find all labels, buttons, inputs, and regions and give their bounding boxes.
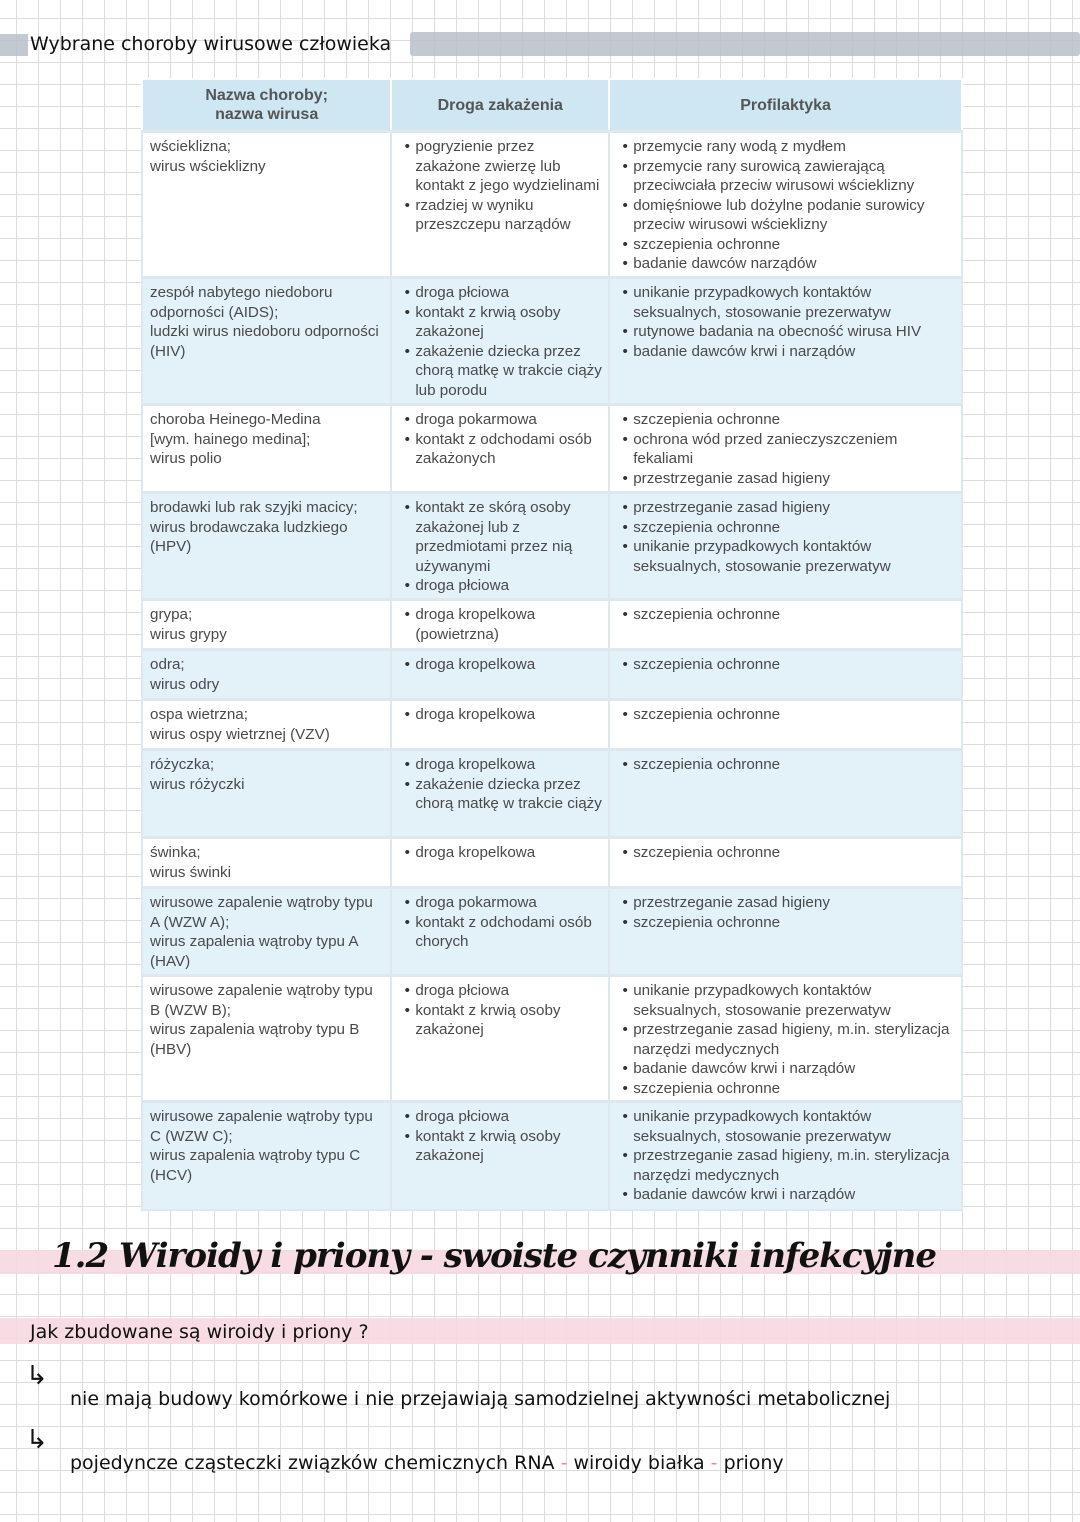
prevention-cell	[609, 700, 962, 750]
route-cell	[391, 976, 609, 1102]
bullet-item: • badanie dawców krwi i narządów	[617, 342, 955, 362]
disease-name-line: wirus brodawczaka ludzkiego (HPV)	[150, 518, 348, 555]
bullet-item: • droga kropelkowa	[399, 755, 602, 775]
disease-name-line: wirusowe zapalenie wątroby typu A (WZW A);	[150, 894, 373, 931]
prevention-cell	[609, 493, 962, 600]
table-row	[142, 650, 962, 700]
table-row	[142, 132, 962, 278]
bullet-item: • unikanie przypadkowych kontaktów seksualnych, stosowanie prezerwatyw	[617, 1107, 955, 1146]
disease-cell	[142, 750, 391, 838]
route-cell	[391, 405, 609, 493]
disease-name-line: wirus grypy	[150, 625, 227, 643]
disease-cell	[142, 493, 391, 600]
bullet-item: • droga kropelkowa	[399, 705, 602, 725]
disease-cell	[142, 888, 391, 976]
bullet-item: • kontakt ze skórą osoby zakażonej lub z przedmiotami przez nią używanymi	[399, 498, 602, 576]
route-cell	[391, 700, 609, 750]
bullet-item: • droga płciowa	[399, 283, 602, 303]
route-cell	[391, 750, 609, 838]
dash: -	[710, 1452, 718, 1474]
route-cell	[391, 838, 609, 888]
table-row	[142, 750, 962, 838]
bullet-item: • droga kropelkowa	[399, 843, 602, 863]
prevention-cell	[609, 650, 962, 700]
bullet-item: • droga pokarmowa	[399, 893, 602, 913]
answer-1: nie mają budowy komórkowe i nie przejawiają samodzielnej aktywności metabolicznej	[70, 1388, 891, 1410]
bullet-item: • szczepienia ochronne	[617, 410, 955, 430]
bullet-item: • przemycie rany wodą z mydłem	[617, 137, 955, 157]
disease-name-line: ludzki wirus niedoboru odporności (HIV)	[150, 323, 379, 360]
arrow-icon: ↳	[26, 1424, 48, 1454]
route-cell	[391, 493, 609, 600]
disease-cell	[142, 976, 391, 1102]
dash: -	[560, 1452, 568, 1474]
bullet-item: • rzadziej w wyniku przeszczepu narządów	[399, 196, 602, 235]
disease-cell	[142, 650, 391, 700]
prevention-cell	[609, 600, 962, 650]
bullet-item: • unikanie przypadkowych kontaktów seksualnych, stosowanie prezerwatyw	[617, 283, 955, 322]
arrow-icon: ↳	[26, 1360, 48, 1390]
prevention-cell	[609, 838, 962, 888]
section-heading: 1.2 Wiroidy i priony - swoiste czynniki infekcyjne	[52, 1236, 936, 1276]
bullet-item: • przemycie rany surowicą zawierającą przeciwciała przeciw wirusowi wścieklizny	[617, 157, 955, 196]
bullet-item: • droga kropelkowa (powietrzna)	[399, 605, 602, 644]
bullet-item: • szczepienia ochronne	[617, 605, 955, 625]
answer-2-part: pojedyncze cząsteczki związków chemicznych RNA	[70, 1452, 561, 1474]
highlight	[410, 32, 1080, 56]
answer-2	[70, 1452, 784, 1474]
bullet-item: • badanie dawców krwi i narządów	[617, 1059, 955, 1079]
disease-name-line: wirus odry	[150, 675, 220, 693]
bullet-item: • kontakt z krwią osoby zakażonej	[399, 1001, 602, 1040]
disease-name-line: wirus zapalenia wątroby typu C (HCV)	[150, 1147, 361, 1184]
disease-name-line: wścieklizna;	[150, 138, 232, 155]
table-row	[142, 278, 962, 405]
virus-diseases-table	[141, 78, 963, 1211]
bullet-item: • kontakt z odchodami osób chorych	[399, 913, 602, 952]
disease-cell	[142, 1102, 391, 1210]
bullet-item: • droga kropelkowa	[399, 655, 602, 675]
bullet-item: • kontakt z odchodami osób zakażonych	[399, 430, 602, 469]
prevention-cell	[609, 750, 962, 838]
header-prevention: Profilaktyka	[609, 79, 962, 132]
table-row	[142, 1102, 962, 1210]
table-row	[142, 700, 962, 750]
bullet-item: • unikanie przypadkowych kontaktów seksualnych, stosowanie prezerwatyw	[617, 981, 955, 1020]
bullet-item: • szczepienia ochronne	[617, 518, 955, 538]
disease-name-line: wirus zapalenia wątroby typu A (HAV)	[150, 933, 358, 970]
disease-name-line: wirusowe zapalenie wątroby typu C (WZW C);	[150, 1108, 373, 1145]
table-row	[142, 493, 962, 600]
bullet-item: • kontakt z krwią osoby zakażonej	[399, 1127, 602, 1166]
disease-name-line: wirus ospy wietrznej (VZV)	[150, 725, 330, 743]
bullet-item: • ochrona wód przed zanieczyszczeniem fekaliami	[617, 430, 955, 469]
disease-cell	[142, 600, 391, 650]
question: Jak zbudowane są wiroidy i priony ?	[30, 1321, 369, 1343]
bullet-item: • szczepienia ochronne	[617, 705, 955, 725]
bullet-item: • pogryzienie przez zakażone zwierzę lub kontakt z jego wydzielinami	[399, 137, 602, 196]
route-cell	[391, 278, 609, 405]
disease-cell	[142, 278, 391, 405]
table-row	[142, 976, 962, 1102]
bullet-item: • przestrzeganie zasad higieny	[617, 498, 955, 518]
disease-name-line: wirusowe zapalenie wątroby typu B (WZW B);	[150, 982, 373, 1019]
disease-cell	[142, 405, 391, 493]
bullet-item: • szczepienia ochronne	[617, 843, 955, 863]
bullet-item: • przestrzeganie zasad higieny	[617, 893, 955, 913]
bullet-item: • rutynowe badania na obecność wirusa HIV	[617, 322, 955, 342]
disease-name-line: zespół nabytego niedoboru odporności (AIDS);	[150, 284, 333, 321]
bullet-item: • zakażenie dziecka przez chorą matkę w trakcie ciąży lub porodu	[399, 342, 602, 401]
header-disease: Nazwa choroby; nazwa wirusa	[142, 79, 391, 132]
header-route: Droga zakażenia	[391, 79, 609, 132]
bullet-item: • szczepienia ochronne	[617, 755, 955, 775]
prevention-cell	[609, 1102, 962, 1210]
disease-name-line: wirus świnki	[150, 863, 232, 881]
bullet-item: • droga płciowa	[399, 981, 602, 1001]
disease-name-line: grypa;	[150, 606, 193, 623]
bullet-item: • kontakt z krwią osoby zakażonej	[399, 303, 602, 342]
prevention-cell	[609, 132, 962, 278]
prevention-cell	[609, 888, 962, 976]
bullet-item: • droga płciowa	[399, 576, 602, 596]
bullet-item: • zakażenie dziecka przez chorą matkę w trakcie ciąży	[399, 775, 602, 814]
disease-cell	[142, 132, 391, 278]
table-row	[142, 405, 962, 493]
answer-2-part: wiroidy białka	[567, 1452, 711, 1474]
prevention-cell	[609, 976, 962, 1102]
table-header-row	[142, 79, 962, 132]
disease-name-line: wirus zapalenia wątroby typu B (HBV)	[150, 1021, 360, 1058]
route-cell	[391, 888, 609, 976]
page-title: Wybrane choroby wirusowe człowieka	[30, 33, 392, 55]
bullet-item: • szczepienia ochronne	[617, 655, 955, 675]
highlight	[0, 34, 28, 56]
disease-cell	[142, 700, 391, 750]
disease-name-line: wirus różyczki	[150, 775, 245, 793]
route-cell	[391, 132, 609, 278]
bullet-item: • szczepienia ochronne	[617, 235, 955, 255]
answer-2-part: priony	[717, 1452, 784, 1474]
route-cell	[391, 650, 609, 700]
route-cell	[391, 1102, 609, 1210]
disease-name-line: ospa wietrzna;	[150, 706, 248, 723]
route-cell	[391, 600, 609, 650]
bullet-item: • przestrzeganie zasad higieny, m.in. sterylizacja narzędzi medycznych	[617, 1020, 955, 1059]
bullet-item: • droga płciowa	[399, 1107, 602, 1127]
disease-name-line: świnka;	[150, 844, 201, 861]
disease-name-line: [wym. hainego medina];	[150, 430, 311, 448]
bullet-item: • domięśniowe lub dożylne podanie surowicy przeciw wirusowi wścieklizny	[617, 196, 955, 235]
table-row	[142, 888, 962, 976]
bullet-item: • unikanie przypadkowych kontaktów seksualnych, stosowanie prezerwatyw	[617, 537, 955, 576]
table-row	[142, 600, 962, 650]
bullet-item: • szczepienia ochronne	[617, 1079, 955, 1099]
bullet-item: • droga pokarmowa	[399, 410, 602, 430]
disease-name-line: brodawki lub rak szyjki macicy;	[150, 499, 358, 516]
disease-name-line: odra;	[150, 656, 185, 673]
disease-cell	[142, 838, 391, 888]
bullet-item: • przestrzeganie zasad higieny, m.in. sterylizacja narzędzi medycznych	[617, 1146, 955, 1185]
bullet-item: • badanie dawców narządów	[617, 254, 955, 274]
disease-name-line: różyczka;	[150, 756, 215, 773]
bullet-item: • przestrzeganie zasad higieny	[617, 469, 955, 489]
bullet-item: • badanie dawców krwi i narządów	[617, 1185, 955, 1205]
disease-name-line: wirus polio	[150, 450, 222, 467]
prevention-cell	[609, 278, 962, 405]
prevention-cell	[609, 405, 962, 493]
disease-name-line: wirus wścieklizny	[150, 157, 266, 175]
disease-name-line: choroba Heinego-Medina	[150, 411, 321, 428]
bullet-item: • szczepienia ochronne	[617, 913, 955, 933]
table-row	[142, 838, 962, 888]
